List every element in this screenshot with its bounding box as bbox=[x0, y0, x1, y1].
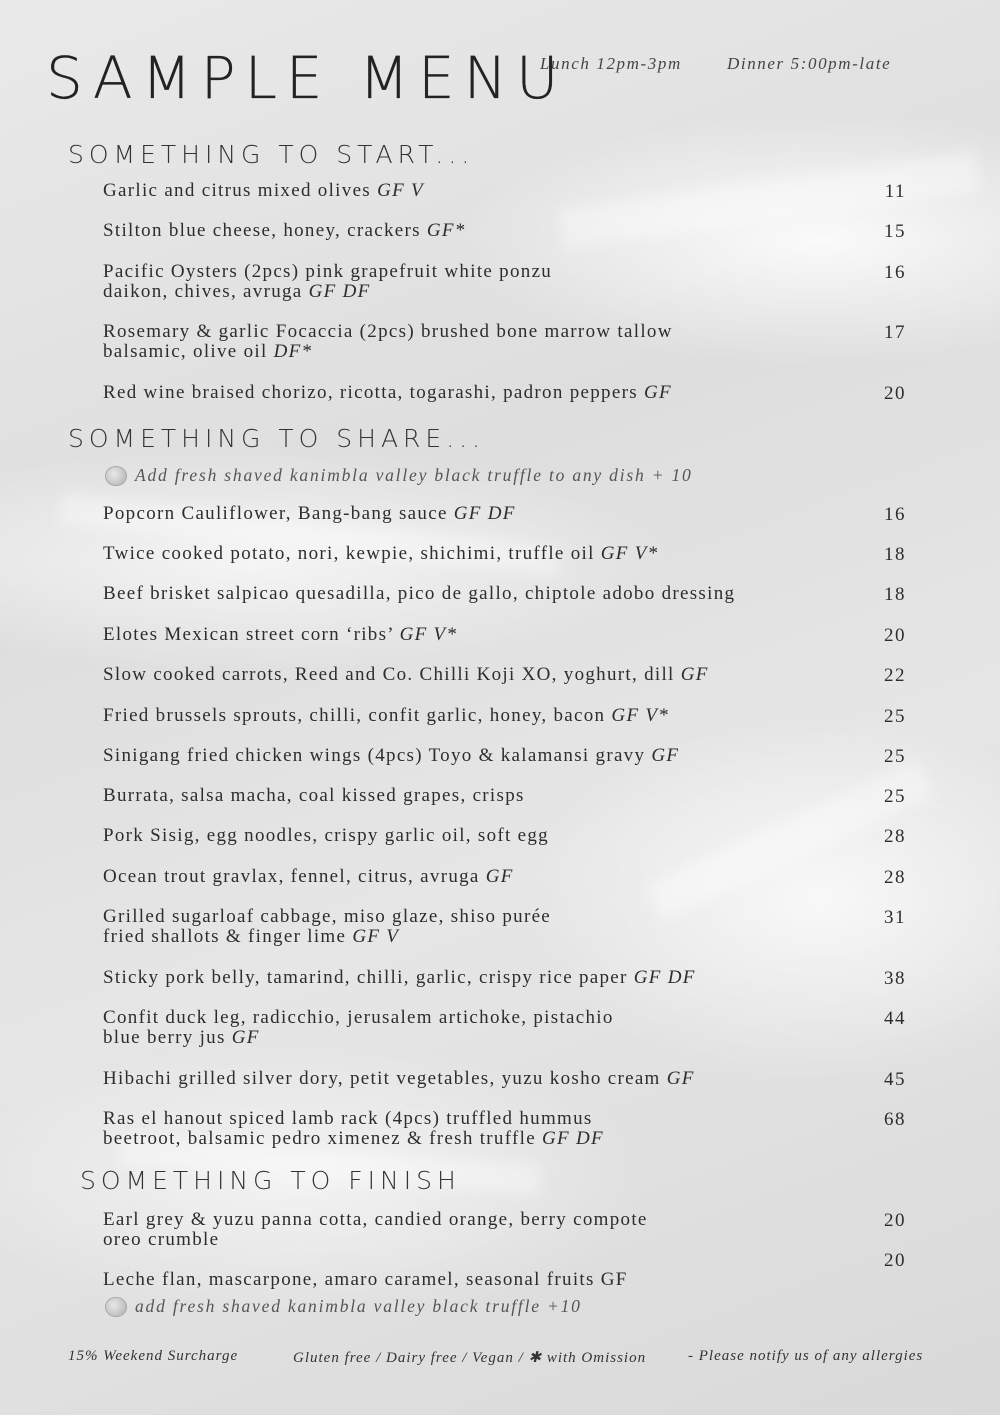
dinner-hours: Dinner 5:00pm-late bbox=[727, 54, 892, 73]
menu-item: Pork Sisig, egg noodles, crispy garlic oil, soft egg bbox=[103, 825, 549, 846]
menu-item: Pacific Oysters (2pcs) pink grapefruit white ponzu daikon, chives, avruga GF DF bbox=[103, 261, 553, 302]
menu-item: Leche flan, mascarpone, amaro caramel, seasonal fruits GF bbox=[103, 1269, 628, 1290]
item-price: 17 bbox=[884, 322, 906, 343]
item-price: 28 bbox=[884, 867, 906, 888]
item-price: 11 bbox=[884, 181, 906, 202]
menu-item: Grilled sugarloaf cabbage, miso glaze, shiso purée fried shallots & finger lime GF V bbox=[103, 906, 552, 947]
menu-item: Ras el hanout spiced lamb rack (4pcs) truffled hummus beetroot, balsamic pedro ximenez & fresh truffle GF DF bbox=[103, 1108, 604, 1149]
section-title-finish: SOMETHING TO FINISH bbox=[80, 1166, 461, 1195]
menu-item: Rosemary & garlic Focaccia (2pcs) brushed bone marrow tallow balsamic, olive oil DF* bbox=[103, 321, 673, 362]
menu-item: Sinigang fried chicken wings (4pcs) Toyo & kalamansi gravy GF bbox=[103, 745, 680, 766]
menu-item: Confit duck leg, radicchio, jerusalem artichoke, pistachio blue berry jus GF bbox=[103, 1007, 614, 1048]
item-price: 38 bbox=[884, 968, 906, 989]
dietary-legend: Gluten free / Dairy free / Vegan / ✱ with Omission bbox=[293, 1350, 647, 1366]
item-price: 18 bbox=[884, 584, 906, 605]
item-price: 45 bbox=[884, 1069, 906, 1090]
lunch-hours: Lunch 12pm-3pm bbox=[540, 54, 682, 73]
weekend-surcharge: 15% Weekend Surcharge bbox=[68, 1348, 239, 1364]
truffle-icon bbox=[105, 466, 127, 486]
menu-item: Garlic and citrus mixed olives GF V bbox=[103, 180, 424, 201]
item-price: 15 bbox=[884, 221, 906, 242]
allergy-notice: - Please notify us of any allergies bbox=[688, 1348, 924, 1364]
menu-item: Burrata, salsa macha, coal kissed grapes, crisps bbox=[103, 785, 525, 806]
item-price: 68 bbox=[884, 1109, 906, 1130]
menu-item: Twice cooked potato, nori, kewpie, shichimi, truffle oil GF V* bbox=[103, 543, 659, 564]
menu-item: Beef brisket salpicao quesadilla, pico de gallo, chiptole adobo dressing bbox=[103, 583, 736, 604]
item-price: 20 bbox=[884, 1210, 906, 1231]
item-price: 16 bbox=[884, 504, 906, 525]
menu-item: Stilton blue cheese, honey, crackers GF* bbox=[103, 220, 466, 241]
item-price: 28 bbox=[884, 826, 906, 847]
menu-item: Popcorn Cauliflower, Bang-bang sauce GF DF bbox=[103, 503, 516, 524]
truffle-icon bbox=[105, 1297, 127, 1317]
menu-item: Sticky pork belly, tamarind, chilli, garlic, crispy rice paper GF DF bbox=[103, 967, 696, 988]
item-price: 44 bbox=[884, 1008, 906, 1029]
item-price: 31 bbox=[884, 907, 906, 928]
item-price: 18 bbox=[884, 544, 906, 565]
menu-item: Earl grey & yuzu panna cotta, candied orange, berry compote oreo crumble bbox=[103, 1209, 648, 1250]
menu-item: Ocean trout gravlax, fennel, citrus, avruga GF bbox=[103, 866, 514, 887]
menu-title: SAMPLE MENU bbox=[46, 44, 568, 112]
item-price: 25 bbox=[884, 706, 906, 727]
menu-item: Slow cooked carrots, Reed and Co. Chilli Koji XO, yoghurt, dill GF bbox=[103, 664, 709, 685]
item-price: 22 bbox=[884, 665, 906, 686]
truffle-note: Add fresh shaved kanimbla valley black truffle to any dish + 10 bbox=[105, 465, 693, 486]
menu-item: Hibachi grilled silver dory, petit vegetables, yuzu kosho cream GF bbox=[103, 1068, 695, 1089]
item-price: 20 bbox=[884, 1250, 906, 1271]
section-title-start: SOMETHING TO START... bbox=[68, 140, 475, 169]
item-price: 20 bbox=[884, 625, 906, 646]
item-price: 20 bbox=[884, 383, 906, 404]
menu-item: Elotes Mexican street corn ‘ribs’ GF V* bbox=[103, 624, 458, 645]
section-title-share: SOMETHING TO SHARE... bbox=[68, 424, 486, 453]
item-price: 25 bbox=[884, 786, 906, 807]
truffle-note: add fresh shaved kanimbla valley black truffle +10 bbox=[105, 1296, 582, 1317]
menu-item: Fried brussels sprouts, chilli, confit garlic, honey, bacon GF V* bbox=[103, 705, 670, 726]
item-price: 25 bbox=[884, 746, 906, 767]
item-price: 16 bbox=[884, 262, 906, 283]
menu-item: Red wine braised chorizo, ricotta, togarashi, padron peppers GF bbox=[103, 382, 672, 403]
